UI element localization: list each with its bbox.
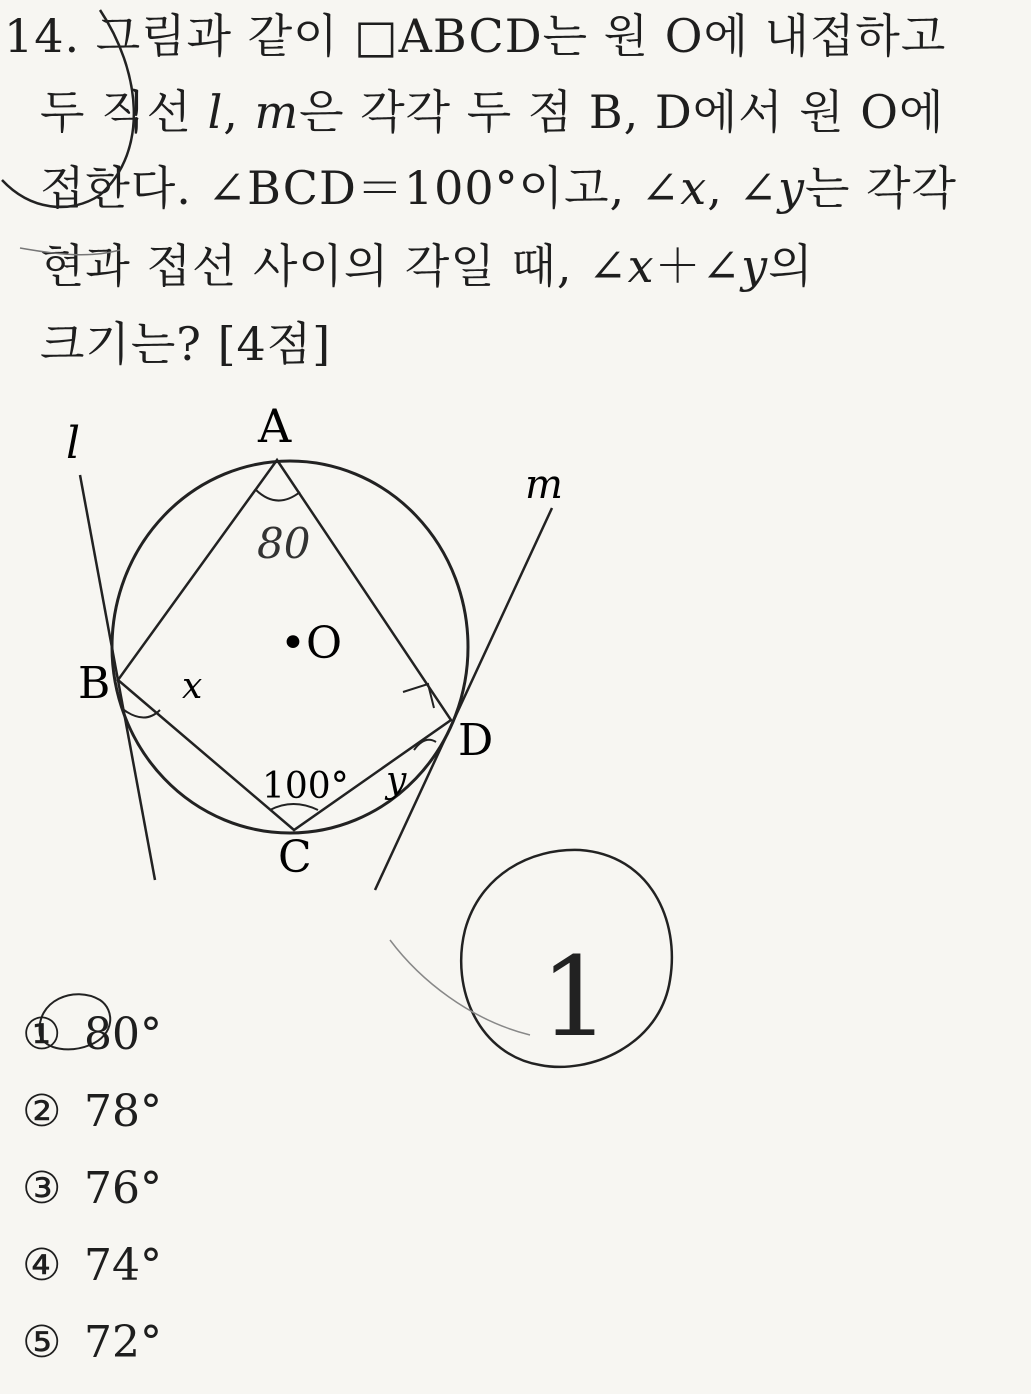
angle-label-x: x	[182, 666, 203, 707]
point-label-a: A	[258, 399, 292, 453]
handwritten-angle-a: 80	[257, 519, 311, 568]
choice-value: 78°	[84, 1086, 162, 1137]
angle-value-c: 100°	[262, 766, 349, 807]
point-label-b: B	[78, 658, 111, 709]
point-label-d: D	[458, 715, 494, 766]
question-line-3: 접한다. ∠BCD＝100°이고, ∠x, ∠y는 각각	[40, 161, 957, 215]
choice-marker: ②	[22, 1086, 62, 1137]
line-label-m: m	[525, 462, 563, 508]
choice-marker: ③	[22, 1163, 62, 1214]
choice-marker: ①	[22, 1009, 62, 1060]
handwritten-answer-digit: 1	[540, 933, 610, 1061]
choice-value: 80°	[84, 1009, 162, 1060]
line-label-l: l	[66, 418, 81, 469]
choice-marker: ⑤	[22, 1317, 62, 1368]
question-line-2: 두 직선 l, m은 각각 두 점 B, D에서 원 O에	[40, 85, 945, 139]
choice-value: 74°	[84, 1240, 162, 1291]
angle-arc-a	[256, 490, 300, 501]
angle-arc-y	[414, 740, 436, 750]
choice-value: 76°	[84, 1163, 162, 1214]
angle-label-y: y	[386, 760, 407, 801]
choice-1[interactable]	[22, 1005, 162, 1082]
choice-4[interactable]	[22, 1236, 162, 1313]
choice-5[interactable]	[22, 1313, 162, 1390]
choice-list	[22, 1005, 162, 1390]
question-line-5: 크기는? [4점]	[40, 317, 332, 371]
choice-value: 72°	[84, 1317, 162, 1368]
choice-marker: ④	[22, 1240, 62, 1291]
question-number: 14.	[4, 9, 81, 63]
question-line-1: 14. 그림과 같이 □ABCD는 원 O에 내접하고	[4, 9, 947, 63]
handwritten-answer-circle	[380, 830, 710, 1090]
handwritten-bracket	[0, 0, 220, 300]
choice-3[interactable]	[22, 1159, 162, 1236]
choice-2[interactable]	[22, 1082, 162, 1159]
question-line-4: 현과 접선 사이의 각일 때, ∠x＋∠y의	[40, 239, 814, 293]
center-label-o: •O	[280, 618, 343, 669]
angle-mark-d	[403, 684, 434, 708]
point-label-c: C	[278, 832, 312, 883]
